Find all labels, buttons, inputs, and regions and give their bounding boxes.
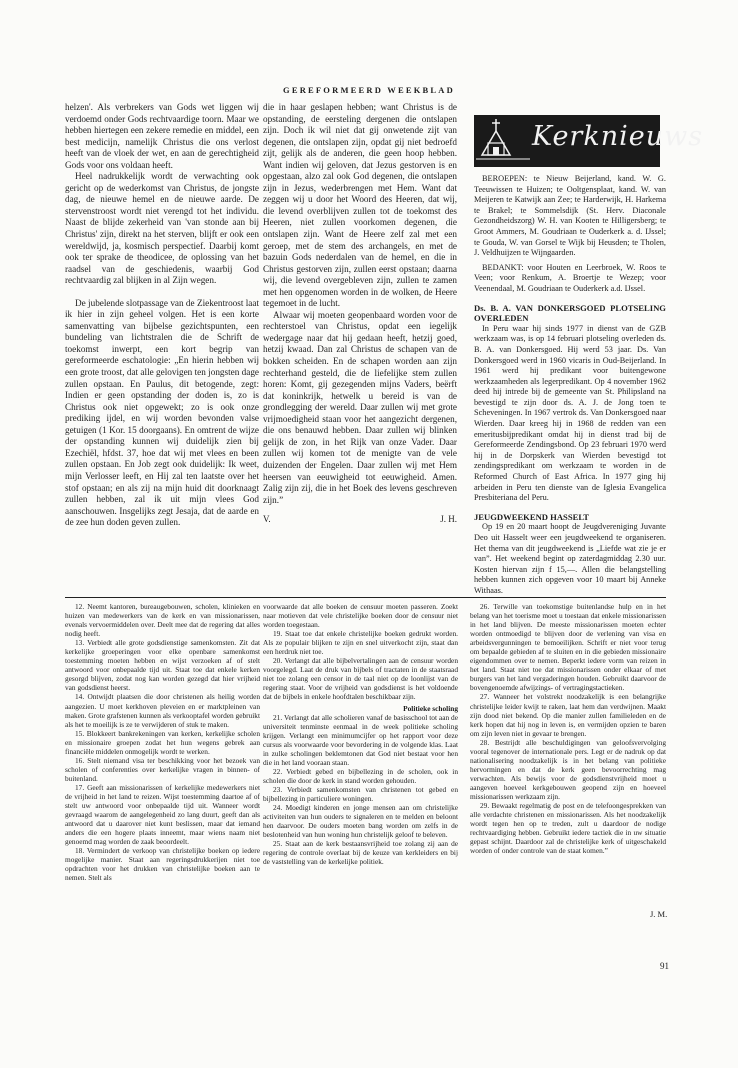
list-column-2	[263, 602, 458, 952]
paragraph: die in haar geslapen hebben; want Christus is de opstanding, de eersteling dergenen die ontslapen zijn. Doch ik wil niet dat gij onwetende zijt van degenen, die ontslapen zijn, opdat gij niet bedroefd zijt, gelijk als de anderen, die geen hoop hebben. Want indien wij geloven, dat Jezus gestorven is en opgestaan, alzo zal ook God degenen, die ontslapen zijn in Jezus, wederbrengen met Hem. Want dat zeggen wij u door het Woord des Heeren, dat wij, die levend overblijven zullen tot de toekomst des Heeren, niet zullen voorkomen degenen, die ontslapen zijn. Want de Heere zelf zal met een geroep, met de stem des archangels, en met de bazuin Gods nederdalen van de hemel, en die in Christus gestorven zijn, zullen eerst opstaan; daarna wij, die levend overgebleven zijn, zullen te zamen met hen opgenomen worden in de wolken, de Heere tegemoet in de lucht.	[263, 102, 457, 309]
list-item: 20. Verlangt dat alle bijbelvertalingen aan de censuur worden voorgelegd. Laat de druk van bijbels of tractaten in de staatsraad niet toe zolang een censor in de taal niet op de loonlijst van de regering staat. Voor de vrijheid van godsdienst is het voldoende dat de bijbels in enkele hoofdtalen beschikbaar zijn.	[263, 656, 458, 702]
list-item: voorwaarde dat alle boeken de censuur moeten passeren. Zoekt naar motieven dat vele christelijke boeken door de censuur niet worden toegestaan.	[263, 602, 458, 630]
article-column-1	[65, 102, 259, 590]
list-item: 24. Moedigt kinderen en jonge mensen aan om christelijke activiteiten van hun ouders te signaleren en te melden en beloont hen daarvoor. De ouders moeten bang worden om zelfs in de beslotenheid van hun woning hun christelijk geloof te beleven.	[263, 803, 458, 840]
list-item: 27. Wanneer het volstrekt noodzakelijk is een belangrijke christelijke leider kwijt te raken, laat hem dan verdwijnen. Maakt zijn dood niet bekend. Op die manier zullen familieleden en de kerk hopen dat hij nog in leven is, en vermijden opzien te baren om zijn leven niet in gevaar te brengen.	[470, 692, 666, 738]
list-item: 18. Vermindert de verkoop van christelijke boeken op iedere mogelijke manier. Staat aan regeringsdrukkerijen niet toe opdrachten voor het drukken van christelijke boeken aan te nemen. Stelt als	[65, 846, 260, 883]
list-item: 13. Verbiedt alle grote godsdienstige samenkomsten. Zit dat kerkelijke groeperingen voor elke openbare samenkomst toestemming moeten hebben en wijst verzoeken af of stelt antwoord voor onbepaalde tijd uit. Staat toe dat enkele kerken gesorgd blijven, zodat nog kan worden gezegd dat hier vrijheid van godsdienst heerst.	[65, 638, 260, 693]
paragraph: Heel nadrukkelijk wordt de verwachting ook gericht op de wederkomst van Christus, de jongste dag, de nieuwe hemel en de nieuwe aarde. De stervenstroost wordt niet verengd tot het individu. Naast de blijde zekerheid van 'van stonde aan bij Christus' zijn, direkt na het sterven, blijft er ook een wereldwijd, ja, kosmisch perspectief. Daarbij komt ook ter sprake de theodicee, de oplossing van het raadsel van de geschiedenis, waarbij God rechtvaardig zal blijken in al Zijn wegen.	[65, 171, 259, 286]
news-paragraph: BEROEPEN: te Nieuw Beijerland, kand. W. G. Teeuwissen te Huizen; te Ooltgensplaat, kand. W. van Meijeren te Katwijk aan Zee; te Harderwijk, H. Harkema te Brakel; te Sommelsdijk (St. Herv. Diaconale Gezondheidszorg) W. H. van Kooten te Hilligersberg; te Groot Ammers, M. Goudriaan te Ouderkerk a. d. IJssel; te Gouda, W. van Gorsel te Wijk bij Heusden; te Tholen, J. Veldhuijzen te Wijngaarden.	[474, 174, 666, 258]
author-initials: J. M.	[650, 909, 668, 919]
article-signature	[263, 514, 457, 526]
kerknieuws-banner	[474, 115, 704, 167]
list-item: 17. Geeft aan missionarissen of kerkelijke medewerkers niet de vrijheid in het land te reizen. Wijst toestemming daartoe af of stelt uw antwoord voor onbepaalde tijd uit. Wanneer wordt gevraagd waarom de aangelegenheid zo lang duurt, geeft dan als antwoord dat u daarover niet kunt beslissen, maar dat iemand anders die een hogere plaats inneemt, maar wiens naam niet genoemd mag worden de zaak beoordeelt.	[65, 782, 260, 847]
list-column-1	[65, 602, 260, 952]
news-paragraph: Op 19 en 20 maart hoopt de Jeugdvereniging Juvante Deo uit Hasselt weer een jeugdweekend te organiseren. Het thema van dit jeugdweekend is „Liefde wat zie je er van”. Het weekend begint op zaterdagmiddag 2.30 uur. Kosten hiervan zijn f 15,—. Allen die belangstelling hebben kunnen zich opgeven voor 10 maart bij Anneke Withaas.	[474, 522, 666, 595]
list-item: 23. Verbiedt samenkomsten van christenen tot gebed en bijbellezing in particuliere woningen.	[263, 784, 458, 803]
list-item: 29. Bewaakt regelmatig de post en de telefoongesprekken van alle verdachte christenen en missionarissen. Als het noodzakelijk wordt tegen hen op te treden, zult u daardoor de nodige rechtvaardiging hebben. Gebruikt iedere tactiek die in uw situatie gepast schijnt. Daardoor zal de christelijke kerk of uitgeschakeld worden of onder controle van de staat komen.”	[470, 801, 666, 856]
list-item: 14. Ontwijdt plaatsen die door christenen als heilig worden aangezien. U moet kerkhoven pleveien en er marktpleinen van maken. Grote grafstenen kunnen als verkooptafel worden gebruikt als het te moeilijk is ze te verwijderen of stuk te maken.	[65, 692, 260, 729]
list-item: 12. Neemt kantoren, bureaugebouwen, scholen, klinieken en huizen van medewerkers van de kerk en van missionarissen, evenals vervoermiddelen over. Deelt mee dat de regering dat alles nodig heeft.	[65, 602, 260, 639]
running-header: GEREFORMEERD WEEKBLAD	[283, 85, 455, 95]
church-illustration-icon	[474, 115, 534, 167]
list-item: 22. Verbiedt gebed en bijbellezing in de scholen, ook in scholen die door de kerk in stand worden gehouden.	[263, 766, 458, 785]
article-column-2	[263, 102, 457, 590]
list-item: 25. Staat aan de kerk bestaansvrijheid toe zolang zij aan de regering de controle overlaat bij de keuze van kerkleiders en bij de vaststelling van de kerkelijke politiek.	[263, 839, 458, 867]
signature-right: J. H.	[440, 514, 457, 525]
list-item: 19. Staat toe dat enkele christelijke boeken gedrukt worden. Als ze populair blijken te zijn en snel uitverkocht zijn, staat dan een herdruk niet toe.	[263, 629, 458, 657]
list-item: 28. Bestrijdt alle beschuldigingen van geloofsvervolging vooral tegenover de internationale pers. Legt er de nadruk op dat nationalisering noodzakelijk is in het belang van politieke hervormingen en dat de kerk geen bevoorrechting mag verwachten. Als bewijs voor de godsdienstvrijheid moet u aangeven hoeveel kerkgebouwen geopend zijn en hoeveel missionarissen werkzaam zijn.	[470, 737, 666, 801]
paragraph: De jubelende slotpassage van de Ziekentroost laat ik hier in zijn geheel volgen. Het is een korte samenvatting van bijbelse gezichtspunten, een bundeling van lichtstralen die de Schrift de toekomst inwerpt, een kort begrip van gereformeerde eschatologie: „En hierin hebben wij een grote troost, dat alle gelovigen ten jongsten dage zullen opstaan. En Paulus, dit betogende, zegt: Indien er geen opstanding der doden is, zo is Christus ook niet opgewekt; zo is ook onze prediking ijdel, en wij worden bevonden valse getuigen (1 Kor. 15 doorgaans). En omtrent de wijze der opstanding kunnen wij duidelijk zien bij Ezechiël, hfdst. 37, hoe dat wij met vlees en been zullen opstaan. En Job zegt ook duidelijk: Ik weet, mijn Verlosser leeft, en Hij zal ten laatste over het stof opstaan; en als zij na mijn huid dit doorknaagt zullen hebben, zal ik uit mijn vlees God aanschouwen. Insgelijks zegt Jesaja, dat de aarde en de zee hun doden geven zullen.	[65, 297, 259, 528]
paragraph: helzen'. Als verbrekers van Gods wet liggen wij verdoemd onder Gods rechtvaardige toorn. Maar we hebben hiertegen een zekere remedie en middel, een best medicijn, namelijk Christus die ons verlost heeft van de vloek der wet, en aan de gerechtigheid Gods voor ons voldaan heeft.	[65, 102, 259, 170]
news-heading: Ds. B. A. VAN DONKERSGOED PLOTSELING OVERLEDEN	[474, 302, 666, 324]
news-paragraph: In Peru waar hij sinds 1977 in dienst van de GZB werkzaam was, is op 14 februari plotseling overleden ds. B. A. van Donkersgoed. Hij werd 53 jaar. Ds. Van Donkersgoed werd in 1960 vicaris in Oud-Beijerland. In 1961 werd hij predikant voor buitengewone werkzaamheden als legerpredikant. Op 4 november 1962 deed hij intrede bij de gemeente van St. Philipsland na bevestigd te zijn door ds. A. J. de Jong toen te Scheveningen. In 1967 vertrok ds. Van Donkersgoed naar Wierden. Daar kreeg hij in 1968 de redden van een emeritusbijpredikant omdat hij in dienst trad bij de Gereformeerde Zendingsbond. Op 23 februari 1970 werd hij in de Dorpskerk van Wierden bevestigd tot zendingspredikant om werkzaam te worden in de Reformed Church of East Africa. In 1977 ging hij arbeiden in Peru ten dienste van de Iglesia Evangelica Presbiteriana del Peru.	[474, 323, 666, 503]
signature-left: V.	[263, 514, 271, 525]
news-paragraph: BEDANKT: voor Houten en Leerbroek, W. Roos te Veen; voor Renkum, A. Broertje te Wezep; voor Veenendaal, M. Goudriaan te Ouderkerk a.d. IJssel.	[474, 262, 666, 293]
page-number: 91	[660, 961, 669, 971]
section-subheading: Politieke scholing	[403, 703, 458, 713]
list-item: 16. Stelt niemand visa ter beschikking voor het bezoek van scholen of conferenties over kerkelijke vragen in binnen- of buitenland.	[65, 755, 260, 783]
list-item: 15. Blokkeert bankrekeningen van kerken, kerkelijke scholen en missionaire groepen zodat het hun wegens gebrek aan financiële middelen onmogelijk wordt te werken.	[65, 728, 260, 756]
list-item: 21. Verlangt dat alle scholieren vanaf de basisschool tot aan de universiteit tenminste eenmaal in de week politieke scholing krijgen. Verlangt een minimumcijfer op het rapport voor deze cursus als voorwaarde voor bevordering in de volgende klas. Laat in zulke scholingen beklemtonen dat God niet bestaat voor hen die in het land vooraan staan.	[263, 712, 458, 767]
list-column-3	[470, 602, 666, 902]
news-heading: JEUGDWEEKEND HASSELT	[474, 511, 590, 522]
section-divider	[65, 597, 666, 598]
paragraph: Alwaar wij moeten geopenbaard worden voor de rechterstoel van Christus, opdat een iegelijk wedergage naar dat hij gedaan heeft, hetzij goed, hetzij kwaad. Dan zal Christus de schapen van de bokken scheiden. En de schapen worden aan zijn rechterhand gesteld, die de liefelijke stem zullen horen: Komt, gij gezegenden mijns Vaders, beërft dat koninkrijk, hetwelk u bereid is van de grondlegging der wereld. Daar zullen wij met grote vrijmoedigheid staan voor het aangezicht dergenen, die ons benauwd hebben. Daar zullen wij blinken gelijk de zon, in het Rijk van onze Vader. Daar zullen wij komen tot de menigte van de vele duizenden der Engelen. Daar zullen wij met Hem heersen van eeuwigheid tot eeuwigheid. Amen. Zalig zijn zij, die in het Boek des levens geschreven zijn.”	[263, 309, 457, 505]
banner-title: Kerknieuws	[532, 121, 704, 152]
list-item: 26. Terwille van toekomstige buitenlandse hulp en in het belang van het toerisme moet u toestaan dat enkele missionarissen in het land blijven. De meeste missionarissen moeten echter worden ontmoedigd te blijven door de verlening van visa en arbeidsvergunningen te bemoeilijken. Schrift er niet voor terug om bepaalde gebieden af te sluiten en in die gebieden missionaire eigendommen over te nemen. Beperkt iedere vorm van reizen in het land. Staat niet toe dat missionarissen onder elkaar of met burgers van het land vergaderingen houden. Gebruikt daarvoor de bovengenoemde afwijzings- of vertragingstactieken.	[470, 602, 666, 693]
news-column	[474, 174, 666, 595]
